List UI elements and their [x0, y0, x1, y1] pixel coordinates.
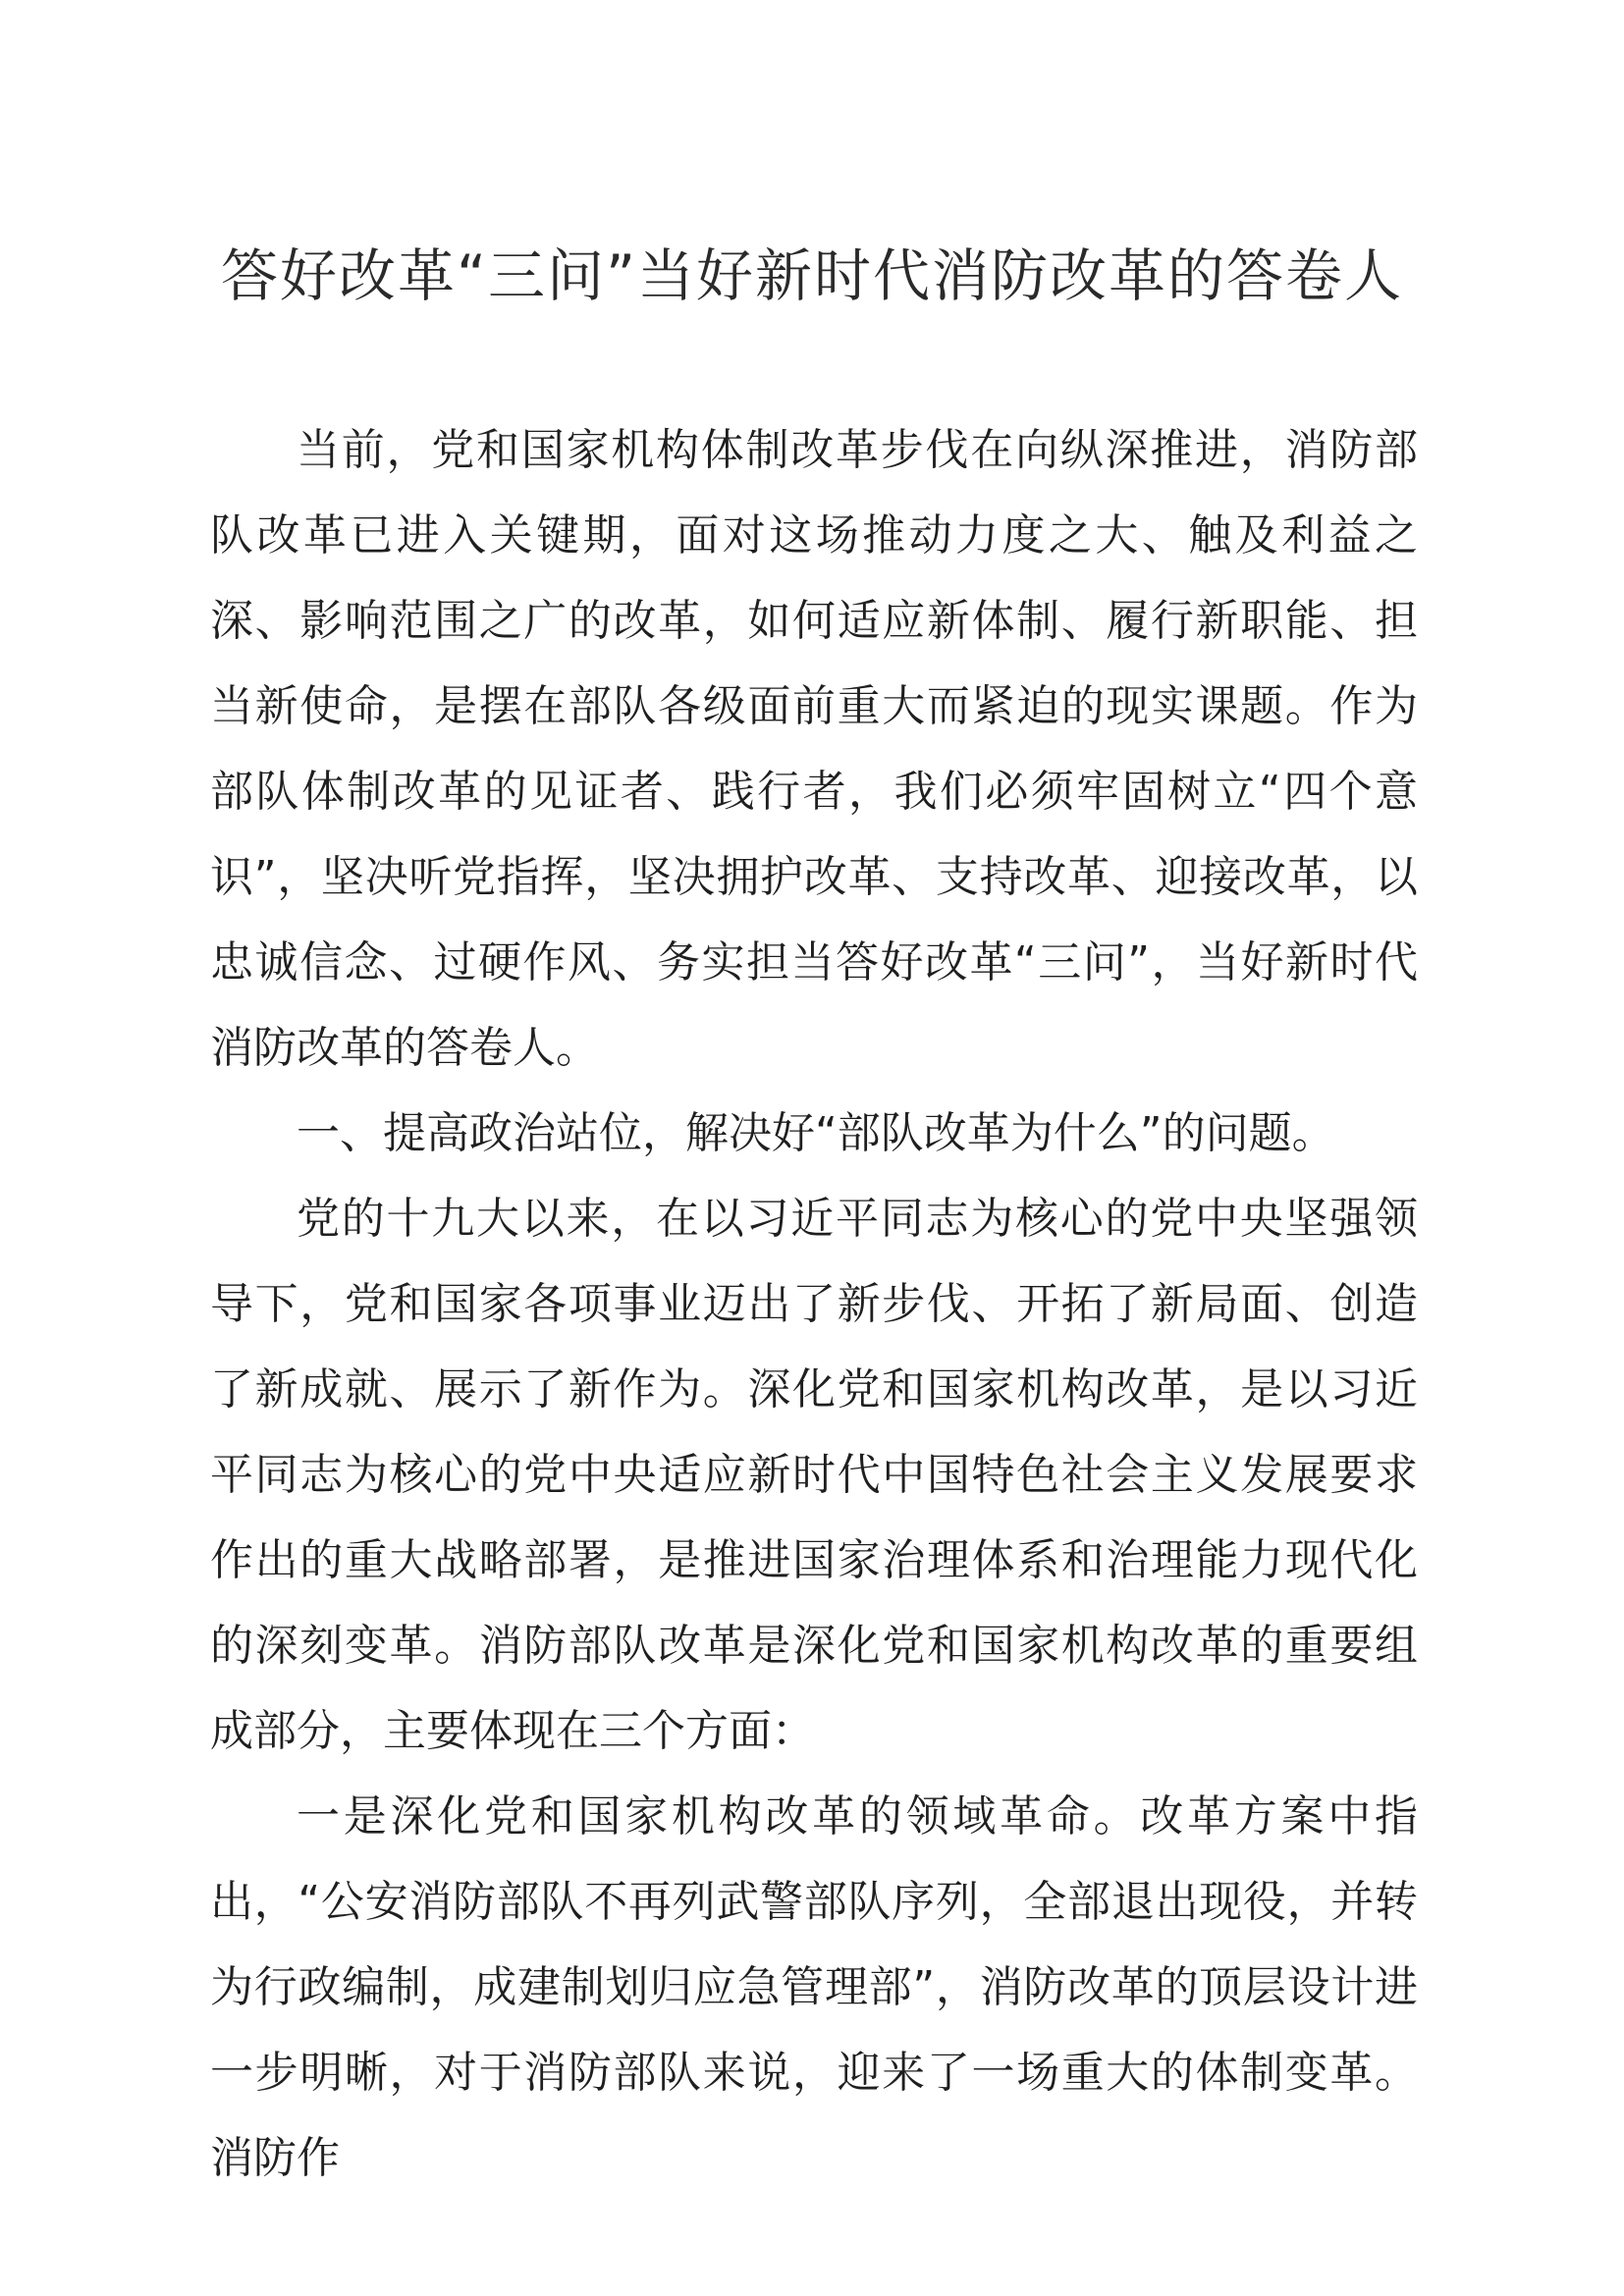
document-body: [210, 407, 1418, 2201]
paragraph-point-one: 一是深化党和国家机构改革的领域革命。改革方案中指出，“公安消防部队不再列武警部队序列，全部退出现役，并转为行政编制，成建制划归应急管理部”，消防改革的顶层设计进一步明晰，对于消防部队来说，迎来了一场重大的体制变革。消防作: [210, 1791, 1418, 2183]
paragraph-background: 党的十九大以来，在以习近平同志为核心的党中央坚强领导下，党和国家各项事业迈出了新步伐、开拓了新局面、创造了新成就、展示了新作为。深化党和国家机构改革，是以习近平同志为核心的党中央适应新时代中国特色社会主义发展要求作出的重大战略部署，是推进国家治理体系和治理能力现代化的深刻变革。消防部队改革是深化党和国家机构改革的重要组成部分，主要体现在三个方面：: [210, 1194, 1418, 1756]
paragraph-intro: 当前，党和国家机构体制改革步伐在向纵深推进，消防部队改革已进入关键期，面对这场推动力度之大、触及利益之深、影响范围之广的改革，如何适应新体制、履行新职能、担当新使命，是摆在部队各级面前重大而紧迫的现实课题。作为部队体制改革的见证者、践行者，我们必须牢固树立“四个意识”，坚决听党指挥，坚决拥护改革、支持改革、迎接改革，以忠诚信念、过硬作风、务实担当答好改革“三问”，当好新时代消防改革的答卷人。: [210, 425, 1418, 1073]
document-title: 答好改革“三问”当好新时代消防改革的答卷人: [220, 242, 1404, 309]
section-heading-1: 一、提高政治站位，解决好“部队改革为什么”的问题。: [297, 1108, 1335, 1158]
